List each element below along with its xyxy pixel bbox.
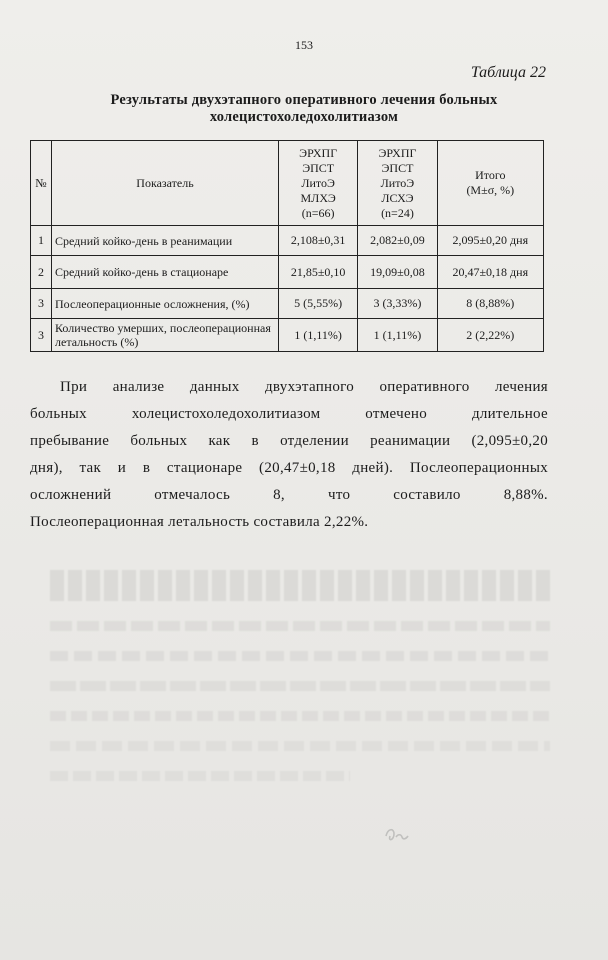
row-number: 2 — [31, 256, 52, 289]
table-row — [31, 289, 544, 319]
row-number: 3 — [31, 289, 52, 319]
header-col1 — [279, 141, 358, 226]
paragraph-line: Послеоперационная летальность составила 2,22%. — [30, 514, 369, 530]
header-indicator: Показатель — [52, 141, 279, 226]
row-col2-value: 19,09±0,08 — [358, 256, 437, 289]
row-col1-value: 2,108±0,31 — [279, 226, 358, 256]
header-col1-line: ЛитоЭ — [301, 175, 335, 190]
header-number: № — [31, 141, 52, 226]
header-total — [437, 141, 543, 226]
table-row — [31, 319, 544, 352]
header-col2-line: (n=24) — [381, 205, 414, 220]
header-col2-line: ЛитоЭ — [380, 175, 415, 190]
row-indicator: Средний койко-день в реанимации — [52, 226, 279, 256]
header-col2-line: ЭРХПГ — [378, 145, 417, 160]
row-col1-value: 5 (5,55%) — [279, 289, 358, 319]
row-indicator: Количество умерших, послеоперационная летальность (%) — [52, 319, 279, 352]
page-number: 153 — [295, 38, 313, 52]
faint-library-stamp — [382, 822, 412, 846]
row-col2-value: 2,082±0,09 — [358, 226, 437, 256]
header-col1-line: МЛХЭ — [300, 190, 336, 205]
body-paragraph — [30, 374, 548, 536]
results-table — [30, 140, 544, 352]
table-label: Таблица 22 — [470, 64, 546, 81]
header-total-line: (M±σ, %) — [466, 183, 515, 197]
header-col1-line: ЭРХПГ — [299, 145, 338, 160]
row-number: 1 — [31, 226, 52, 256]
row-col2-value: 3 (3,33%) — [358, 289, 437, 319]
paragraph-line: дня), так и в стационаре (20,47±0,18 дней). Послеоперационных — [30, 460, 548, 476]
row-total-value: 2,095±0,20 дня — [437, 226, 543, 256]
row-col2-value: 1 (1,11%) — [358, 319, 437, 352]
table-title — [40, 92, 568, 126]
row-total-value: 20,47±0,18 дня — [437, 256, 543, 289]
header-total-line: Итого — [475, 168, 506, 182]
header-col2 — [358, 141, 437, 226]
row-total-value: 2 (2,22%) — [437, 319, 543, 352]
table-title-line-2: холецистохоледохолитиазом — [209, 109, 399, 125]
row-indicator: Послеоперационные осложнения, (%) — [52, 289, 279, 319]
row-indicator: Средний койко-день в стационаре — [52, 256, 279, 289]
row-col1-value: 21,85±0,10 — [279, 256, 358, 289]
header-col1-line: (n=66) — [301, 205, 335, 220]
row-number: 3 — [31, 319, 52, 352]
paragraph-line: больных холецистохоледохолитиазом отмечено длительное — [30, 406, 548, 422]
paragraph-line: При анализе данных двухэтапного оперативного лечения — [60, 379, 548, 395]
row-col1-value: 1 (1,11%) — [279, 319, 358, 352]
table-title-line-1: Результаты двухэтапного оперативного лечения больных — [110, 92, 498, 108]
header-col2-line: ЛСХЭ — [381, 190, 414, 205]
paragraph-line: осложнений отмечалось 8, что составило 8,88%. — [30, 487, 548, 503]
table-header-row — [31, 141, 544, 226]
header-col1-line: ЭПСТ — [302, 160, 335, 175]
header-col2-line: ЭПСТ — [381, 160, 414, 175]
bleed-through-texture — [50, 560, 550, 801]
paragraph-line: пребывание больных как в отделении реанимации (2,095±0,20 — [30, 433, 548, 449]
table-row — [31, 226, 544, 256]
table-row — [31, 256, 544, 289]
row-total-value: 8 (8,88%) — [437, 289, 543, 319]
